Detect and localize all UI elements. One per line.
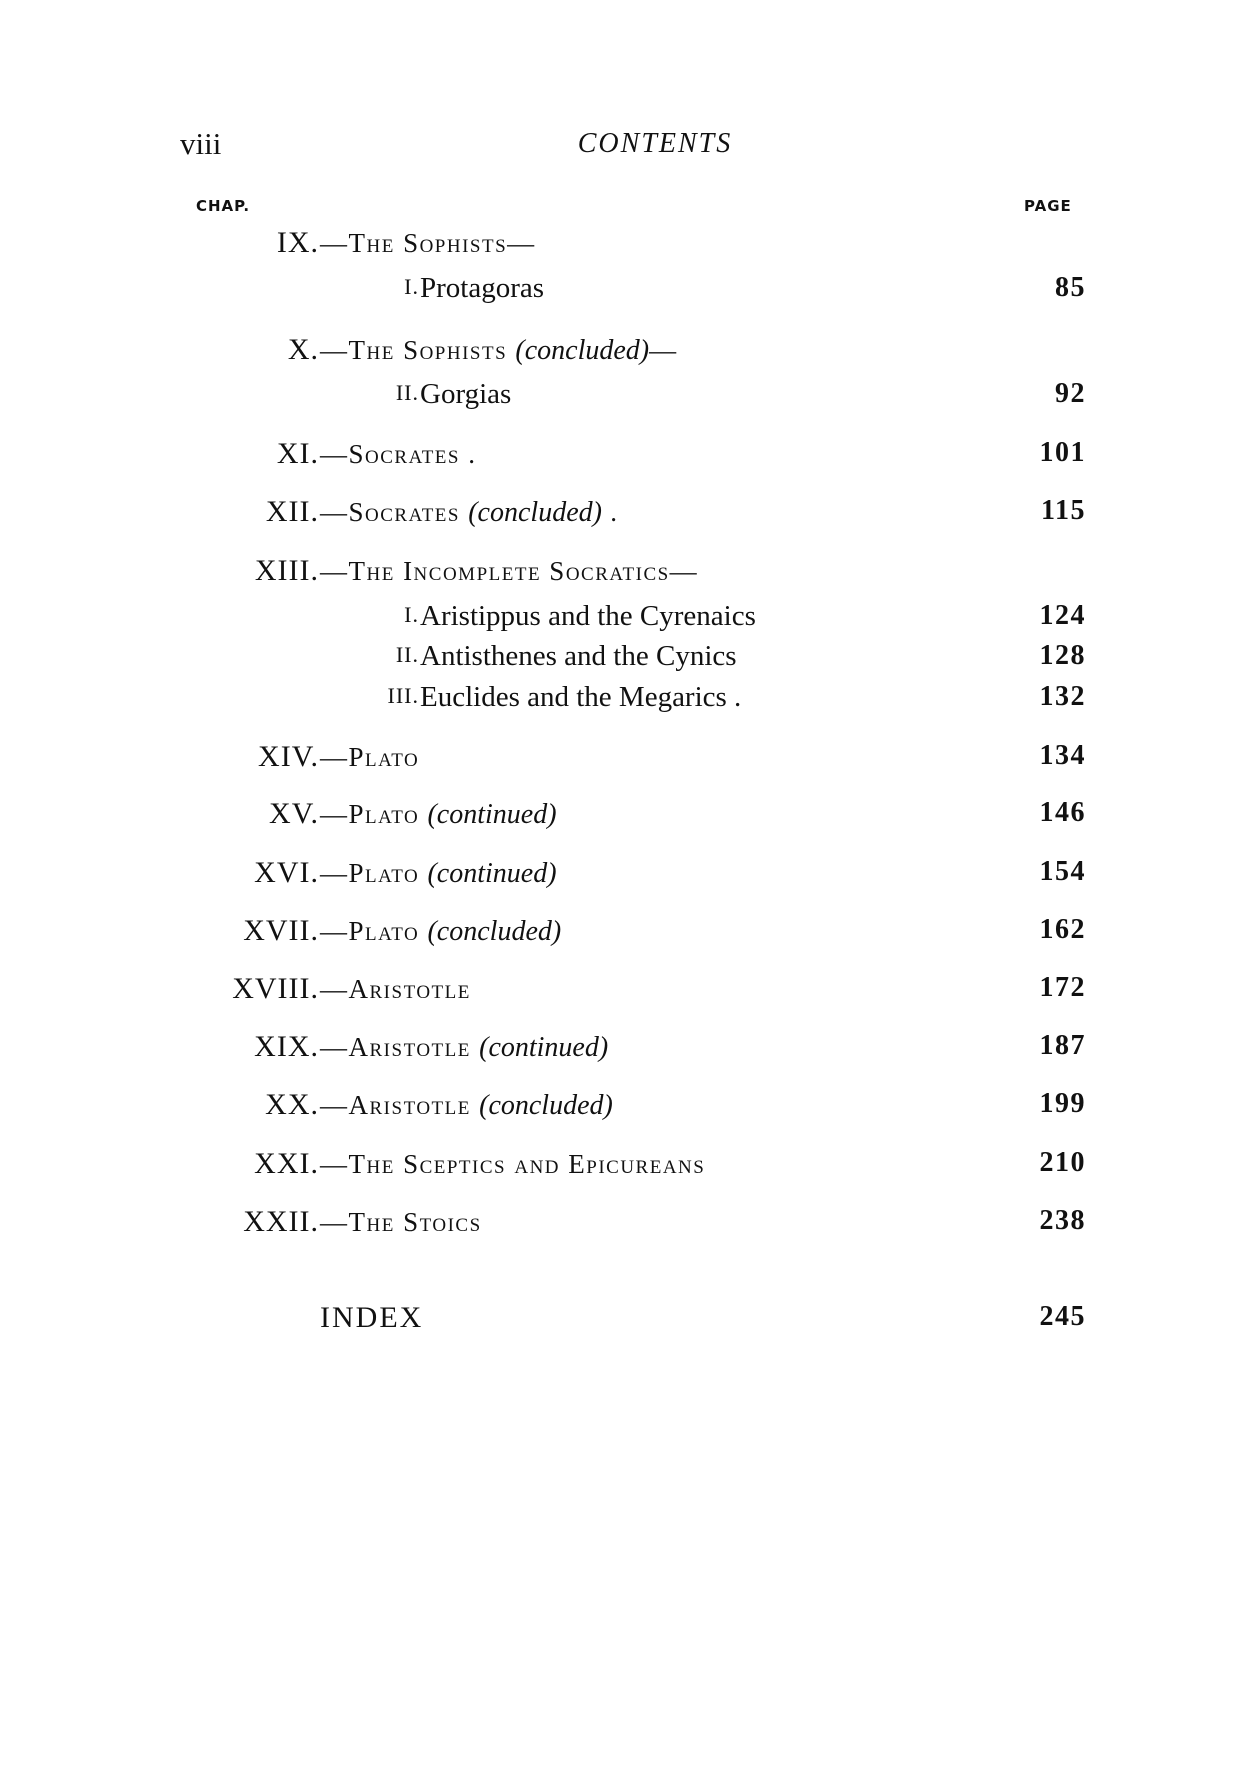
toc-entry-xvi: [0, 856, 1259, 896]
page-ref: 162: [1039, 914, 1086, 945]
toc-entry-index: [0, 1301, 1259, 1341]
page-ref: 172: [1039, 972, 1086, 1003]
page-title: CONTENTS: [577, 128, 733, 159]
page-ref: 132: [1039, 681, 1086, 712]
running-head: [180, 126, 1080, 166]
chapter-title: —Plato (concluded): [320, 916, 562, 947]
toc-entry-xiii: [0, 554, 1259, 594]
chapter-number: XIV.: [258, 740, 319, 773]
section-number: II.: [395, 642, 419, 667]
section-title: Aristippus and the Cyrenaics: [420, 600, 756, 632]
chapter-title: —The Sophists—: [320, 228, 536, 258]
page-ref: 101: [1039, 437, 1086, 468]
chapter-title: —The Incomplete Socratics—: [320, 556, 699, 586]
page-ref: 124: [1039, 600, 1086, 631]
section-title: Protagoras: [420, 272, 545, 304]
toc-subentry: [0, 378, 1259, 418]
chapter-number: XV.: [269, 797, 319, 830]
chapter-number: XIII.: [254, 554, 319, 587]
chapter-number: XX.: [265, 1088, 319, 1121]
section-title: Euclides and the Megarics .: [420, 681, 742, 713]
chapter-number: XXI.: [254, 1147, 319, 1180]
page-ref: 134: [1039, 740, 1086, 771]
chapter-number: XI.: [276, 437, 319, 470]
chapter-title: —Socrates (concluded) .: [320, 497, 619, 528]
chapter-title: —Aristotle (concluded): [320, 1090, 613, 1121]
chapter-title: —Socrates .: [320, 439, 477, 469]
chapter-number: IX.: [276, 226, 319, 259]
page-ref: 210: [1039, 1147, 1086, 1178]
page-ref: 238: [1039, 1205, 1086, 1236]
chapter-title: —Aristotle (continued): [320, 1032, 609, 1063]
section-number: II.: [395, 380, 419, 405]
chapter-number: XII.: [265, 495, 319, 528]
toc-subentry: [0, 600, 1259, 640]
toc-entry-xix: [0, 1030, 1259, 1070]
toc-entry-xii: [0, 495, 1259, 535]
page-ref: 245: [1039, 1301, 1086, 1332]
section-title: Antisthenes and the Cynics: [420, 640, 737, 672]
page-ref: 128: [1039, 640, 1086, 671]
chapter-number: XIX.: [254, 1030, 319, 1063]
toc-entry-xv: [0, 797, 1259, 837]
page-number: viii: [180, 126, 222, 161]
page-ref: 199: [1039, 1088, 1086, 1119]
chap-column-label: CHAP.: [196, 197, 251, 215]
chapter-title: —Aristotle: [320, 974, 471, 1004]
toc-entry-xxii: [0, 1205, 1259, 1245]
chapter-title: —The Sophists (concluded)—: [320, 335, 678, 366]
chapter-number: XXII.: [243, 1205, 319, 1238]
section-title: Gorgias: [420, 378, 512, 410]
section-number: I.: [404, 274, 419, 299]
toc-entry-xxi: [0, 1147, 1259, 1187]
chapter-title: —Plato: [320, 742, 420, 772]
page-ref: 146: [1039, 797, 1086, 828]
toc-entry-xi: [0, 437, 1259, 477]
page-ref: 154: [1039, 856, 1086, 887]
page-ref: 115: [1041, 495, 1086, 526]
index-label: INDEX: [320, 1301, 424, 1334]
section-number: I.: [404, 602, 419, 627]
chapter-title: —The Sceptics and Epicureans: [320, 1149, 706, 1179]
chapter-number: XVI.: [254, 856, 319, 889]
page-ref: 92: [1055, 378, 1086, 409]
chapter-title: —Plato (continued): [320, 799, 557, 830]
toc-entry-ix: [0, 226, 1259, 266]
section-number: III.: [387, 683, 419, 708]
toc-entry-xviii: [0, 972, 1259, 1012]
toc-entry-xvii: [0, 914, 1259, 954]
toc-entry-xiv: [0, 740, 1259, 780]
chapter-number: XVII.: [243, 914, 319, 947]
toc-entry-xx: [0, 1088, 1259, 1128]
toc-subentry: [0, 272, 1259, 312]
chapter-title: —The Stoics: [320, 1207, 482, 1237]
page-ref: 187: [1039, 1030, 1086, 1061]
toc-entry-x: [0, 333, 1259, 373]
page-column-label: PAGE: [1024, 197, 1072, 215]
chapter-number: X.: [287, 333, 319, 366]
toc-subentry: [0, 681, 1259, 721]
chapter-number: XVIII.: [232, 972, 319, 1005]
page-ref: 85: [1055, 272, 1086, 303]
chapter-title: —Plato (continued): [320, 858, 557, 889]
toc-subentry: [0, 640, 1259, 680]
